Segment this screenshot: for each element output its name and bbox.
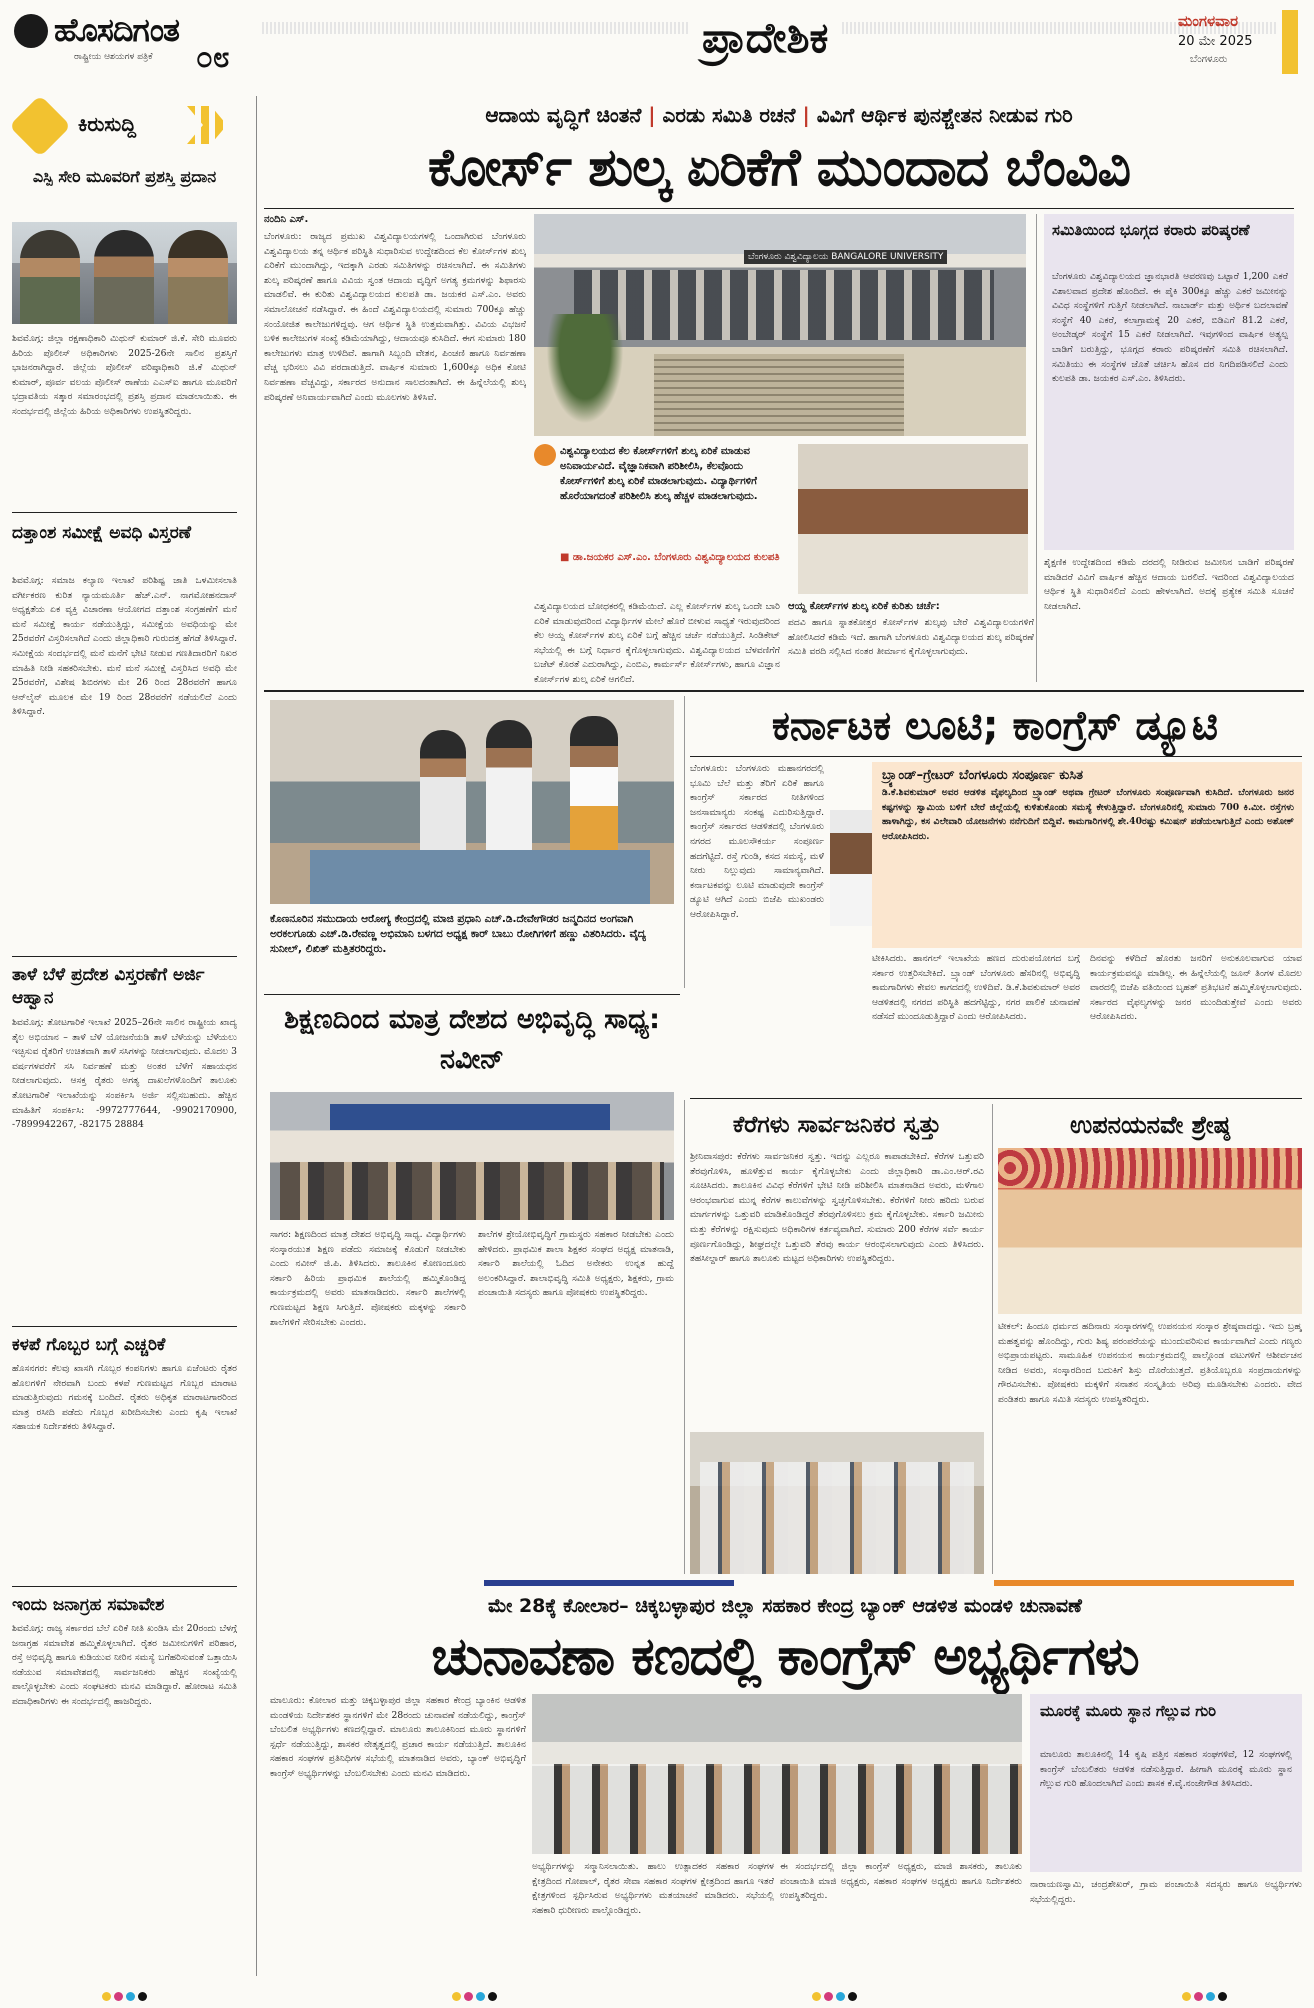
audience — [280, 1162, 664, 1220]
brand-bengaluru-title: ಬ್ರ್ಯಾಂಡ್–ಗ್ರೇಟರ್ ಬೆಂಗಳೂರು ಸಂಪೂರ್ಣ ಕುಸಿತ — [882, 768, 1084, 783]
land-lease-title: ಸಮಿತಿಯಿಂದ ಭೂಗ್ಗದ ಕರಾರು ಪರಿಷ್ಕರಣೆ — [1052, 221, 1250, 239]
registration-marks-1 — [102, 1992, 147, 2001]
naveen-body: ಸಾಗರ: ಶಿಕ್ಷಣದಿಂದ ಮಾತ್ರ ದೇಶದ ಅಭಿವೃದ್ಧಿ ಸಾಧ್ಯ. ವಿದ್ಯಾರ್ಥಿಗಳು ಸಂಸ್ಕಾರಯುತ ಶಿಕ್ಷಣ ಪಡೆದು ಸಮಾಜಕ್ಕೆ ಕೊಡುಗೆ ನೀಡಬೇಕು ಎಂದು ನವೀನ್ ಜಿ.ಪಿ. ತಿಳಿಸಿದರು. ತಾಲೂಕಿನ ಕೋಣಂದೂರು ಸರ್ಕಾರಿ ಹಿರಿಯ ಪ್ರಾಥಮಿಕ ಶಾಲೆಯಲ್ಲಿ ಹಮ್ಮಿಕೊಂಡಿದ್ದ ಕಾರ್ಯಕ್ರಮದಲ್ಲಿ ಅವರು ಮಾತನಾಡಿದರು. ಸರ್ಕಾರಿ ಶಾಲೆಗಳಲ್ಲಿ ಗುಣಮಟ್ಟದ ಶಿಕ್ಷಣ ಸಿಗುತ್ತಿದೆ. ಪೋಷಕರು ಮಕ್ಕಳನ್ನು ಸರ್ಕಾರಿ ಶಾಲೆಗಳಿಗೆ ಸೇರಿಸಬೇಕು ಎಂದರು. — [270, 1229, 466, 1328]
weekday: ಮಂಗಳವಾರ — [1178, 12, 1239, 30]
brief-5-title: ಇಂದು ಜನಾಗ್ರಹ ಸಮಾವೇಶ — [12, 1595, 165, 1615]
brief-4-title: ಕಳಪೆ ಗೊಬ್ಬರ ಬಗ್ಗೆ ಎಚ್ಚರಿಕೆ — [12, 1335, 166, 1355]
upanayana-body: ಟೀಕಲ್: ಹಿಂದೂ ಧರ್ಮದ ಹದಿನಾರು ಸಂಸ್ಕಾರಗಳಲ್ಲಿ ಉಪನಯನ ಸಂಸ್ಕಾರ ಶ್ರೇಷ್ಠವಾದದ್ದು. ಇದು ಬ್ರಹ್ಮ ಮಹತ್ವವನ್ನು ಹೊಂದಿದ್ದು, ಗುರು ಶಿಷ್ಯ ಪರಂಪರೆಯನ್ನು ಮುಂದುವರಿಸುವ ಕಾರ್ಯವಾಗಿದೆ ಎಂದು ಗಣ್ಯರು ಅಭಿಪ್ರಾಯಪಟ್ಟರು. ಸಾಮೂಹಿಕ ಉಪನಯನ ಕಾರ್ಯಕ್ರಮದಲ್ಲಿ ಪಾಲ್ಗೊಂಡ ವಟುಗಳಿಗೆ ಆಶೀರ್ವಚನ ನೀಡಿದ ಅವರು, ಸಂಸ್ಕಾರದಿಂದ ಬದುಕಿಗೆ ಶಿಸ್ತು ದೊರೆಯುತ್ತದೆ. ಪ್ರತಿಯೊಬ್ಬರೂ ಸಂಪ್ರದಾಯಗಳನ್ನು ಗೌರವಿಸಬೇಕು. ಪೋಷಕರು ಮಕ್ಕಳಿಗೆ ಸನಾತನ ಸಂಸ್ಕೃತಿಯ ಅರಿವು ಮೂಡಿಸಬೇಕು ಎಂದರು. ವೇದ ಪಂಡಿತರು ಹಾಗೂ ಸಮಿತಿ ಸದಸ್ಯರು ಉಪಸ್ಥಿತರಿದ್ದರು. — [998, 1321, 1302, 1405]
logo-text: ಹೊಸದಿಗಂತ — [54, 11, 179, 49]
brief-3-body: ಶಿವಮೊಗ್ಗ: ತೋಟಗಾರಿಕೆ ಇಲಾಖೆ 2025–26ನೇ ಸಾಲಿನ ರಾಷ್ಟ್ರೀಯ ಖಾದ್ಯ ತೈಲ ಅಭಿಯಾನ – ತಾಳೆ ಬೆಳೆ ಯೋಜನೆಯಡಿ ತಾಳೆ ಬೆಳೆಯನ್ನು ಬೆಳೆಯಲು ಇಚ್ಛಿಸುವ ರೈತರಿಗೆ ಉಚಿತವಾಗಿ ತಾಳೆ ಸಸಿಗಳನ್ನು ನೀಡಲಾಗುವುದು. ಮೊದಲ 3 ವರ್ಷಗಳವರೆಗೆ ಸಸಿ ನಿರ್ವಹಣೆ ಮತ್ತು ಅಂತರ ಬೆಳೆಗೆ ಸಹಾಯಧನ ನೀಡಲಾಗುವುದು. ಆಸಕ್ತ ರೈತರು ಅಗತ್ಯ ದಾಖಲೆಗಳೊಂದಿಗೆ ತಾಲೂಕು ತೋಟಗಾರಿಕೆ ಇಲಾಖೆಯನ್ನು ಸಂಪರ್ಕಿಸಿ ಅರ್ಜಿ ಸಲ್ಲಿಸಬಹುದು. ಹೆಚ್ಚಿನ ಮಾಹಿತಿಗೆ ಸಂಪರ್ಕಿಸಿ: -9972777644, -9902170900, -7899942267, -82175 28884 — [12, 1017, 237, 1131]
registration-marks-4 — [1182, 1992, 1227, 2001]
naveen-body-2: ಶಾಲೆಗಳ ಶ್ರೇಯೋಭಿವೃದ್ಧಿಗೆ ಗ್ರಾಮಸ್ಥರು ಸಹಕಾರ ನೀಡಬೇಕು ಎಂದು ಹೇಳಿದರು. ಪ್ರಾಥಮಿಕ ಶಾಲಾ ಶಿಕ್ಷಕರ ಸಂಘದ ಅಧ್ಯಕ್ಷ ಮಾತನಾಡಿ, ಸರ್ಕಾರಿ ಶಾಲೆಯಲ್ಲಿ ಓದಿದ ಅನೇಕರು ಉನ್ನತ ಹುದ್ದೆ ಅಲಂಕರಿಸಿದ್ದಾರೆ. ಶಾಲಾಭಿವೃದ್ಧಿ ಸಮಿತಿ ಅಧ್ಯಕ್ಷರು, ಶಿಕ್ಷಕರು, ಗ್ರಾಮ ಪಂಚಾಯಿತಿ ಸದಸ್ಯರು ಹಾಗೂ ಪೋಷಕರು ಉಪಸ್ಥಿತರಿದ್ದರು. — [478, 1229, 674, 1299]
brief-1-photo — [12, 222, 237, 324]
lead-side-title: ಆಯ್ದ ಕೋರ್ಸ್‌ಗಳ ಶುಲ್ಕ ಏರಿಕೆ ಕುರಿತು ಚರ್ಚೆ: — [788, 601, 940, 612]
person-2 — [486, 720, 532, 860]
masthead — [0, 0, 1314, 92]
bottom-body: ಮಾಲೂರು: ಕೋಲಾರ ಮತ್ತು ಚಿಕ್ಕಬಳ್ಳಾಪುರ ಜಿಲ್ಲಾ ಸಹಕಾರ ಕೇಂದ್ರ ಬ್ಯಾಂಕಿನ ಆಡಳಿತ ಮಂಡಳಿಯ ನಿರ್ದೇಶಕರ ಸ್ಥಾನಗಳಿಗೆ ಮೇ 28ರಂದು ಚುನಾವಣೆ ನಡೆಯಲಿದ್ದು, ಕಾಂಗ್ರೆಸ್ ಬೆಂಬಲಿತ ಅಭ್ಯರ್ಥಿಗಳು ಕಣದಲ್ಲಿದ್ದಾರೆ. ಮಾಲೂರು ತಾಲೂಕಿನಿಂದ ಮೂರು ಸ್ಥಾನಗಳಿಗೆ ಸ್ಪರ್ಧೆ ನಡೆಯುತ್ತಿದ್ದು, ಶಾಸಕರ ನೇತೃತ್ವದಲ್ಲಿ ಪ್ರಚಾರ ಕಾರ್ಯ ನಡೆಯುತ್ತಿದೆ. ತಾಲೂಕಿನ ಸಹಕಾರ ಸಂಘಗಳ ಪ್ರತಿನಿಧಿಗಳ ಸಭೆಯಲ್ಲಿ ಮಾತನಾಡಿದ ಅವರು, ಬ್ಯಾಂಕ್ ಅಭಿವೃದ್ಧಿಗೆ ಕಾಂಗ್ರೆಸ್ ಅಭ್ಯರ್ಥಿಗಳನ್ನು ಬೆಂಬಲಿಸಬೇಕು ಎಂದು ಮನವಿ ಮಾಡಿದರು. — [270, 1695, 526, 1779]
stairs — [654, 354, 904, 436]
brief-2-body: ಶಿವಮೊಗ್ಗ: ಸಮಾಜ ಕಲ್ಯಾಣ ಇಲಾಖೆ ಪರಿಶಿಷ್ಟ ಜಾತಿ ಒಳಮೀಸಲಾತಿ ವರ್ಗೀಕರಣ ಕುರಿತ ನ್ಯಾಯಮೂರ್ತಿ ಹೆಚ್.ಎನ್. ನಾಗಮೋಹನದಾಸ್ ಅಧ್ಯಕ್ಷತೆಯ ಏಕ ವ್ಯಕ್ತಿ ವಿಚಾರಣಾ ಆಯೋಗದ ದತ್ತಾಂಶ ಸಂಗ್ರಹಣೆಗೆ ಮನೆ ಮನೆ ಸಮೀಕ್ಷೆ ಕಾರ್ಯ ನಡೆಯುತ್ತಿದ್ದು, ಸಮೀಕ್ಷೆಯ ಅವಧಿಯನ್ನು ಮೇ 25ರವರೆಗೆ ವಿಸ್ತರಿಸಲಾಗಿದೆ ಎಂದು ಜಿಲ್ಲಾಧಿಕಾರಿ ಗುರುದತ್ತ ಹೆಗಡೆ ತಿಳಿಸಿದ್ದಾರೆ. ಸಮೀಕ್ಷೆಯ ಸಂದರ್ಭದಲ್ಲಿ ಮನೆ ಮನೆಗೆ ಭೇಟಿ ನೀಡುವ ಗಣತಿದಾರರಿಗೆ ನಿಖರ ಮಾಹಿತಿ ನೀಡಿ ಸಹಕರಿಸಬೇಕು. ಮನೆ ಮನೆ ಸಮೀಕ್ಷೆ ವಿಸ್ತರಿಸಿದ ಅವಧಿ ಮೇ 25ರವರೆಗೆ, ವಿಶೇಷ ಶಿಬಿರಗಳು ಮೇ 26 ರಿಂದ 28ರವರೆಗೆ ಹಾಗೂ ಆನ್‌ಲೈನ್ ಮೂಲಕ ಮೇ 19 ರಿಂದ 28ರವರೆಗೆ ನಡೆಯಲಿದೆ ಎಂದು ತಿಳಿಸಿದ್ದಾರೆ. — [12, 575, 237, 718]
registration-marks-3 — [812, 1992, 857, 2001]
officer-portrait-1 — [20, 230, 80, 324]
hand-icon — [9, 95, 71, 157]
officer-portrait-2 — [94, 230, 154, 324]
officials-group — [700, 1462, 974, 1574]
lead-byline: ನಂದಿನಿ ಎಸ್. — [264, 214, 309, 225]
three-seats-title: ಮೂರಕ್ಕೆ ಮೂರು ಸ್ಥಾನ ಗೆಲ್ಲುವ ಗುರಿ — [1040, 1702, 1217, 1720]
officer-portrait-3 — [168, 230, 228, 324]
bottom-body-3: ಈ ಸಂದರ್ಭದಲ್ಲಿ ಜಿಲ್ಲಾ ಕಾಂಗ್ರೆಸ್ ಅಧ್ಯಕ್ಷರು, ಮಾಜಿ ಶಾಸಕರು, ತಾಲೂಕು ಪಂಚಾಯಿತಿ ಮಾಜಿ ಅಧ್ಯಕ್ಷರು, ಸಹಕಾರ ಸಂಘಗಳ ಅಧ್ಯಕ್ಷರು ಹಾಗೂ ನಿರ್ದೇಶಕರು ಉಪಸ್ಥಿತರಿದ್ದರು. — [780, 1861, 1022, 1902]
university-sign: ಬೆಂಗಳೂರು ವಿಶ್ವವಿದ್ಯಾಲಯ BANGALORE UNIVERSITY — [744, 250, 947, 264]
karnataka-body-2: ಟೀಕಿಸಿದರು. ಹಾನಗಲ್ ಇಲಾಖೆಯ ಹಣದ ದುರುಪಯೋಗದ ಬಗ್ಗೆ ಸರ್ಕಾರ ಉತ್ತರಿಸಬೇಕಿದೆ. ಬ್ರ್ಯಾಂಡ್ ಬೆಂಗಳೂರು ಹೆಸರಿನಲ್ಲಿ ಅಭಿವೃದ್ಧಿ ಕಾಮಗಾರಿಗಳು ಕೇವಲ ಕಾಗದದಲ್ಲಿ ಉಳಿದಿವೆ. ಡಿ.ಕೆ.ಶಿವಕುಮಾರ್ ಅವರ ಆಡಳಿತದಲ್ಲಿ ನಗರದ ಪರಿಸ್ಥಿತಿ ಹದಗೆಟ್ಟಿದ್ದು, ನಗರ ಪಾಲಿಕೆ ಚುನಾವಣೆ ನಡೆಸದೆ ಮುಂದೂಡುತ್ತಿದ್ದಾರೆ ಎಂದು ಆರೋಪಿಸಿದರು. — [872, 953, 1080, 1023]
page-number: ೦೮ — [196, 40, 230, 75]
karnataka-body-3: ದಿನವನ್ನು ಕಳೆದಿದೆ ಹೊರತು ಜನರಿಗೆ ಅನುಕೂಲವಾಗುವ ಯಾವ ಕಾರ್ಯಕ್ರಮವನ್ನೂ ಮಾಡಿಲ್ಲ. ಈ ಹಿನ್ನೆಲೆಯಲ್ಲಿ ಜೂನ್ ತಿಂಗಳ ಮೊದಲ ವಾರದಲ್ಲಿ ಬಿಜೆಪಿ ವತಿಯಿಂದ ಬೃಹತ್ ಪ್ರತಿಭಟನೆ ಹಮ್ಮಿಕೊಳ್ಳಲಾಗುವುದು. ಸರ್ಕಾರದ ವೈಫಲ್ಯಗಳನ್ನು ಜನರ ಮುಂದಿಡುತ್ತೇವೆ ಎಂದು ಅವರು ಆರೋಪಿಸಿದರು. — [1090, 953, 1302, 1023]
hospital-photo — [270, 700, 674, 904]
building-windows — [574, 270, 994, 340]
karnataka-headline: ಕರ್ನಾಟಕ ಲೂಟಿ; ಕಾಂಗ್ರೆಸ್ ಡ್ಯೂಟಿ — [771, 703, 1219, 749]
chevron-right-icon — [187, 106, 227, 144]
palm-tree — [540, 314, 630, 436]
upanayana-headline: ಉಪನಯನವೇ ಶ್ರೇಷ್ಠ — [1070, 1111, 1230, 1139]
person-3 — [570, 716, 618, 866]
kicker-3: ವಿವಿಗೆ ಆರ್ಥಿಕ ಪುನಶ್ಚೇತನ ನೀಡುವ ಗುರಿ — [816, 103, 1073, 127]
meeting-crowd — [532, 1764, 1022, 1854]
brief-1-title: ಎಸ್ಪಿ ಸೇರಿ ಮೂವರಿಗೆ ಪ್ರಶಸ್ತಿ ಪ್ರದಾನ — [32, 167, 217, 186]
lead-side-body: ಪದವಿ ಹಾಗೂ ಸ್ನಾತಕೋತ್ತರ ಕೋರ್ಸ್‌ಗಳ ಶುಲ್ಕವು ಬೇರೆ ವಿಶ್ವವಿದ್ಯಾಲಯಗಳಿಗೆ ಹೋಲಿಸಿದರೆ ಕಡಿಮೆ ಇದೆ. ಹಾಗಾಗಿ ಬೆಂಗಳೂರು ವಿಶ್ವವಿದ್ಯಾಲಯದ ಶುಲ್ಕ ಪರಿಷ್ಕರಣೆ ಸಮಿತಿ ವರದಿ ಸಲ್ಲಿಸಿದ ನಂತರ ತೀರ್ಮಾನ ಕೈಗೊಳ್ಳಲಾಗುವುದು. — [788, 617, 1034, 658]
brief-2-title: ದತ್ತಾಂಶ ಸಮೀಕ್ಷೆ ಅವಧಿ ವಿಸ್ತರಣೆ — [12, 523, 192, 543]
three-seats-body: ಮಾಲೂರು ತಾಲೂಕಿನಲ್ಲಿ 14 ಕೃಷಿ ಪತ್ತಿನ ಸಹಕಾರ ಸಂಘಗಳಿವೆ, 12 ಸಂಘಗಳಲ್ಲಿ ಕಾಂಗ್ರೆಸ್ ಬೆಂಬಲಿತರು ಆಡಳಿತ ನಡೆಸುತ್ತಿದ್ದಾರೆ. ಹೀಗಾಗಿ ಮೂರಕ್ಕೆ ಮೂರು ಸ್ಥಾನ ಗೆಲ್ಲುವ ಗುರಿ ಹೊಂದಲಾಗಿದೆ ಎಂದು ಶಾಸಕ ಕೆ.ವೈ.ನಂಜೇಗೌಡ ತಿಳಿಸಿದರು. — [1040, 1749, 1292, 1790]
bottom-body-2: ಅಭ್ಯರ್ಥಿಗಳನ್ನು ಸನ್ಮಾನಿಸಲಾಯಿತು. ಹಾಲು ಉತ್ಪಾದಕರ ಸಹಕಾರ ಸಂಘಗಳ ಕ್ಷೇತ್ರದಿಂದ ಗೋಪಾಲ್, ರೈತರ ಸೇವಾ ಸಹಕಾರ ಸಂಘಗಳ ಕ್ಷೇತ್ರದಿಂದ ಹಾಗೂ ಇತರೆ ಕ್ಷೇತ್ರಗಳಿಂದ ಸ್ಪರ್ಧಿಸಿರುವ ಅಭ್ಯರ್ಥಿಗಳು ಮತಯಾಚನೆ ಮಾಡಿದರು. ಸಭೆಯಲ್ಲಿ ಸಹಕಾರಿ ಧುರೀಣರು ಪಾಲ್ಗೊಂಡಿದ್ದರು. — [532, 1861, 774, 1916]
kicker-1: ಆದಾಯ ವೃದ್ಧಿಗೆ ಚಿಂತನೆ — [485, 103, 642, 127]
person-1 — [420, 730, 466, 860]
upanayana-photo — [998, 1148, 1302, 1314]
brand-bengaluru-body: ಡಿ.ಕೆ.ಶಿವಕುಮಾರ್ ಅವರ ಆಡಳಿತ ವೈಫಲ್ಯದಿಂದ ಬ್ರ್ಯಾಂಡ್ ಅಥವಾ ಗ್ರೇಟರ್ ಬೆಂಗಳೂರು ಸಂಪೂರ್ಣವಾಗಿ ಕುಸಿದಿದೆ. ಬೆಂಗಳೂರು ಜನರ ಕಷ್ಟಗಳನ್ನು ಸ್ವಾಮಿಯ ಬಳಿಗೆ ಬೇರೆ ಜಿಲ್ಲೆಯಲ್ಲಿ ಕುಳಿತುಕೊಂಡು ಸಮಸ್ಯೆ ಕೇಳುತ್ತಿದ್ದಾರೆ. ಬೆಂಗಳೂರಿನಲ್ಲಿ ಸುಮಾರು 700 ಕಿ.ಮೀ. ರಸ್ತೆಗಳು ಹಾಳಾಗಿದ್ದು, ಕಸ ವಿಲೇವಾರಿ ಯೋಜನೆಗಳು ನನೆಗುದಿಗೆ ಬಿದ್ದಿವೆ. ಕಾಮಗಾರಿಗಳಲ್ಲಿ ಶೇ.40ರಷ್ಟು ಕಮಿಷನ್ ಪಡೆಯಲಾಗುತ್ತಿದೆ ಎಂದು ಅಶೋಕ್ ಆರೋಪಿಸಿದರು. — [882, 787, 1294, 842]
column-divider — [256, 96, 257, 1976]
lead-story — [264, 92, 1304, 686]
hospital-bed — [310, 850, 650, 904]
decor-flowers — [998, 1148, 1302, 1188]
date: 20 ಮೇ 2025 — [1178, 34, 1253, 49]
quote-box — [534, 444, 794, 594]
quote-attribution: ■ ಡಾ.ಜಯಕರ ಎಸ್.ಎಂ. ಬೆಂಗಳೂರು ವಿಶ್ವವಿದ್ಯಾಲಯದ ಕುಲಪತಿ — [560, 552, 780, 563]
three-seats-after: ನಾರಾಯಣಸ್ವಾಮಿ, ಚಂದ್ರಶೇಖರ್, ಗ್ರಾಮ ಪಂಚಾಯಿತಿ ಸದಸ್ಯರು ಹಾಗೂ ಅಭ್ಯರ್ಥಿಗಳು ಸಭೆಯಲ್ಲಿದ್ದರು. — [1030, 1879, 1302, 1905]
bar-orange — [994, 1580, 1294, 1586]
quote-mark-icon — [534, 444, 556, 466]
corner-tab — [1282, 10, 1298, 74]
university-photo — [534, 214, 1026, 436]
brief-1-body: ಶಿವಮೊಗ್ಗ: ಜಿಲ್ಲಾ ರಕ್ಷಣಾಧಿಕಾರಿ ಮಿಥುನ್ ಕುಮಾರ್ ಜಿ.ಕೆ. ಸೇರಿ ಮೂವರು ಹಿರಿಯ ಪೊಲೀಸ್ ಅಧಿಕಾರಿಗಳು 2025-26ನೇ ಸಾಲಿನ ಪ್ರಶಸ್ತಿಗೆ ಭಾಜನರಾಗಿದ್ದಾರೆ. ಜಿಲ್ಲೆಯ ಪೊಲೀಸ್ ವರಿಷ್ಠಾಧಿಕಾರಿ ಜಿ.ಕೆ ಮಿಥುನ್ ಕುಮಾರ್, ಪೂರ್ವ ವಲಯ ಪೊಲೀಸ್ ಠಾಣೆಯ ಎಎಸ್ಐ ಹಾಗೂ ಮೂವರಿಗೆ ಭದ್ರಾವತಿಯ ಸತ್ಕಾರ ಸಮಾರಂಭದಲ್ಲಿ ಪ್ರಶಸ್ತಿ ಪ್ರದಾನ ಮಾಡಲಾಯಿತು. ಈ ಸಂದರ್ಭದಲ್ಲಿ ಜಿಲ್ಲೆಯ ಹಿರಿಯ ಅಧಿಕಾರಿಗಳು ಉಪಸ್ಥಿತರಿದ್ದರು. — [12, 333, 237, 417]
kicker-2: ಎರಡು ಸಮಿತಿ ರಚನೆ — [662, 103, 796, 127]
brief-5-body: ಶಿವಮೊಗ್ಗ: ರಾಜ್ಯ ಸರ್ಕಾರದ ಬೆಲೆ ಏರಿಕೆ ನೀತಿ ಖಂಡಿಸಿ ಮೇ 20ರಂದು ಬೆಳಗ್ಗೆ ಜನಾಗ್ರಹ ಸಮಾವೇಶ ಹಮ್ಮಿಕೊಳ್ಳಲಾಗಿದೆ. ರೈತರ ಜಮೀನುಗಳಿಗೆ ಪರಿಹಾರ, ರಸ್ತೆ ಅಭಿವೃದ್ಧಿ ಹಾಗೂ ಕುಡಿಯುವ ನೀರಿನ ಸಮಸ್ಯೆ ಬಗೆಹರಿಸುವಂತೆ ಒತ್ತಾಯಿಸಿ ನಡೆಯುವ ಸಮಾವೇಶದಲ್ಲಿ ಸಾರ್ವಜನಿಕರು ಹೆಚ್ಚಿನ ಸಂಖ್ಯೆಯಲ್ಲಿ ಪಾಲ್ಗೊಳ್ಳಬೇಕು ಎಂದು ಸಂಘಟಕರು ಮನವಿ ಮಾಡಿದ್ದಾರೆ. ಹೋರಾಟ ಸಮಿತಿ ಪದಾಧಿಕಾರಿಗಳು ಈ ಸಂದರ್ಭದಲ್ಲಿ ಹಾಜರಿದ್ದರು. — [12, 1623, 237, 1707]
brief-banner — [12, 102, 237, 148]
quote-text: ವಿಶ್ವವಿದ್ಯಾಲಯದ ಕೆಲ ಕೋರ್ಸ್‌ಗಳಿಗೆ ಶುಲ್ಕ ಏರಿಕೆ ಮಾಡುವ ಅನಿವಾರ್ಯವಿದೆ. ವೈಜ್ಞಾನಿಕವಾಗಿ ಪರಿಶೀಲಿಸಿ, ಕೆಲವೊಂದು ಕೋರ್ಸ್‌ಗಳಿಗೆ ಶುಲ್ಕ ಏರಿಕೆ ಮಾಡಲಾಗುವುದು. ವಿದ್ಯಾರ್ಥಿಗಳಿಗೆ ಹೊರೆಯಾಗದಂತೆ ಪರಿಶೀಲಿಸಿ ಶುಲ್ಕ ಹೆಚ್ಚಳ ಮಾಡಲಾಗುವುದು. — [560, 446, 758, 502]
cooperative-meeting-photo — [532, 1694, 1022, 1854]
logo-tagline: ರಾಷ್ಟ್ರೀಯ ಆಶಯಗಳ ಪತ್ರಿಕೆ — [74, 52, 153, 62]
bar-blue — [484, 1580, 734, 1586]
hospital-caption: ಕೊಣನೂರಿನ ಸಮುದಾಯ ಆರೋಗ್ಯ ಕೇಂದ್ರದಲ್ಲಿ ಮಾಜಿ ಪ್ರಧಾನಿ ಎಚ್.ಡಿ.ದೇವೇಗೌಡರ ಜನ್ಮದಿನದ ಅಂಗವಾಗಿ ಅರಕಲಗೂಡು ಎಚ್.ಡಿ.ರೇವಣ್ಣ ಅಭಿಮಾನಿ ಬಳಗದ ಅಧ್ಯಕ್ಷ ಕಾರ್ ಬಾಬು ರೋಗಿಗಳಿಗೆ ಹಣ್ಣು ವಿತರಿಸಿದರು. ವೈದ್ಯ ಸುನೀಲ್, ಲಿಖಿತ್ ಮತ್ತಿತರರಿದ್ದರು. — [270, 913, 646, 955]
land-lease-after: ಶೈಕ್ಷಣಿಕ ಉದ್ದೇಶದಿಂದ ಕಡಿಮೆ ದರದಲ್ಲಿ ನೀಡಿರುವ ಜಮೀನಿನ ಬಾಡಿಗೆ ಪರಿಷ್ಕರಣೆ ಮಾಡಿದರೆ ವಿವಿಗೆ ವಾರ್ಷಿಕ ಹೆಚ್ಚಿನ ಆದಾಯ ಬರಲಿದೆ. ಇದರಿಂದ ವಿಶ್ವವಿದ್ಯಾಲಯದ ಆರ್ಥಿಕ ಸ್ಥಿತಿ ಸುಧಾರಿಸಲಿದೆ ಎಂದು ಹೇಳಲಾಗಿದೆ. ಅದಕ್ಕೆ ಪ್ರತ್ಯೇಕ ಸಮಿತಿ ಸೂಚನೆ ನೀಡಲಾಗಿದೆ. — [1044, 557, 1294, 612]
banner — [330, 1104, 610, 1130]
lead-body-2: ವಿಶ್ವವಿದ್ಯಾಲಯದ ಬೋಧಕರಲ್ಲಿ ಕಡಿಮೆಯಿದೆ. ಎಲ್ಲ ಕೋರ್ಸ್‌ಗಳ ಶುಲ್ಕ ಒಂದೇ ಬಾರಿ ಏರಿಕೆ ಮಾಡುವುದರಿಂದ ವಿದ್ಯಾರ್ಥಿಗಳ ಮೇಲೆ ಹೊರೆ ಬೀಳುವ ಸಾಧ್ಯತೆ ಇರುವುದರಿಂದ ಕೆಲ ಆಯ್ದ ಕೋರ್ಸ್‌ಗಳ ಶುಲ್ಕ ಏರಿಕೆ ಬಗ್ಗೆ ಹೆಚ್ಚಿನ ಚರ್ಚೆ ನಡೆಯುತ್ತಿದೆ. ಸಿಂಡಿಕೇಟ್ ಸಭೆಯಲ್ಲಿ ಈ ಬಗ್ಗೆ ನಿರ್ಧಾರ ಕೈಗೊಳ್ಳಲಾಗುವುದು. ವಿಶ್ವವಿದ್ಯಾಲಯದ ಬೆಳವಣಿಗೆಗೆ ಬಜೆಟ್ ಕೊರತೆ ಎದುರಾಗಿದ್ದು, ಎಂಬಿಎ, ಕಾರ್ಮರ್ಸ್ ಕೋರ್ಸ್‌ಗಳು, ಹಾಗೂ ವಿಜ್ಞಾನ ಕೋರ್ಸ್‌ಗಳ ಶುಲ್ಕ ಏರಿಕೆ ಆಗಲಿದೆ. — [534, 601, 780, 684]
lead-kickers: ಆದಾಯ ವೃದ್ಧಿಗೆ ಚಿಂತನೆ | ಎರಡು ಸಮಿತಿ ರಚನೆ | ವಿವಿಗೆ ಆರ್ಥಿಕ ಪುನಶ್ಚೇತನ ನೀಡುವ ಗುರಿ — [485, 103, 1073, 127]
bottom-color-bar — [264, 1580, 1304, 1586]
briefs-column — [12, 92, 250, 1992]
brief-4-body: ಹೊಸನಗರ: ಕೆಲವು ಖಾಸಗಿ ಗೊಬ್ಬರ ಕಂಪನಿಗಳು ಹಾಗೂ ಏಜೆಂಟರು ರೈತರ ಹೊಲಗಳಿಗೆ ನೇರವಾಗಿ ಬಂದು ಕಳಪೆ ಗುಣಮಟ್ಟದ ಗೊಬ್ಬರ ಮಾರಾಟ ಮಾಡುತ್ತಿರುವುದು ಗಮನಕ್ಕೆ ಬಂದಿದೆ. ರೈತರು ಅಧಿಕೃತ ಮಾರಾಟಗಾರರಿಂದ ಮಾತ್ರ ರಸೀದಿ ಪಡೆದು ಗೊಬ್ಬರ ಖರೀದಿಸಬೇಕು ಎಂದು ಕೃಷಿ ಇಲಾಖೆ ಸಹಾಯಕ ನಿರ್ದೇಶಕರು ತಿಳಿಸಿದ್ದಾರೆ. — [12, 1363, 237, 1433]
lead-body: ಬೆಂಗಳೂರು: ರಾಜ್ಯದ ಪ್ರಮುಖ ವಿಶ್ವವಿದ್ಯಾಲಯಗಳಲ್ಲಿ ಒಂದಾಗಿರುವ ಬೆಂಗಳೂರು ವಿಶ್ವವಿದ್ಯಾಲಯ ತನ್ನ ಆರ್ಥಿಕ ಪರಿಸ್ಥಿತಿ ಸುಧಾರಿಸುವ ಉದ್ದೇಶದಿಂದ ಕೆಲ ಕೋರ್ಸ್‌ಗಳ ಶುಲ್ಕ ಏರಿಕೆಗೆ ಮುಂದಾಗಿದ್ದು, ಇದಕ್ಕಾಗಿ ಎರಡು ಸಮಿತಿಗಳನ್ನು ರಚಿಸಲಾಗಿದೆ. ಈ ಸಮಿತಿಗಳು ಶುಲ್ಕ ಪರಿಷ್ಕರಣೆ ಹಾಗೂ ವಿವಿಯ ಸ್ವಂತ ಆದಾಯ ವೃದ್ಧಿಗೆ ಅಗತ್ಯ ಕ್ರಮಗಳನ್ನು ಶಿಫಾರಸು ಮಾಡಲಿವೆ. ಈ ಕುರಿತು ವಿಶ್ವವಿದ್ಯಾಲಯದ ಕುಲಪತಿ ಡಾ. ಜಯಕರ ಎಸ್.ಎಂ. ಅವರು ಸಮಾಲೋಚನೆ ನಡೆಸಿದ್ದಾರೆ. ಈ ಹಿಂದೆ ವಿಶ್ವವಿದ್ಯಾಲಯದಲ್ಲಿ ಸುಮಾರು 700ಕ್ಕೂ ಹೆಚ್ಚು ಸಂಯೋಜಿತ ಕಾಲೇಜುಗಳಿದ್ದವು. ಆಗ ಆರ್ಥಿಕ ಸ್ಥಿತಿ ಉತ್ತಮವಾಗಿತ್ತು. ವಿವಿಯ ವಿಭಜನೆ ಬಳಿಕ ಕಾಲೇಜುಗಳ ಸಂಖ್ಯೆ ಕಡಿಮೆಯಾಗಿದ್ದು, ಆದಾಯವೂ ಕುಸಿದಿದೆ. ಈಗ ಸುಮಾರು 180 ಕಾಲೇಜುಗಳು ಮಾತ್ರ ಉಳಿದಿವೆ. ಹಾಗಾಗಿ ಸಿಬ್ಬಂದಿ ವೇತನ, ಪಿಂಚಣಿ ಹಾಗೂ ನಿರ್ವಹಣಾ ವೆಚ್ಚ ಭರಿಸಲು ವಿವಿ ಪರದಾಡುತ್ತಿದೆ. ವಾರ್ಷಿಕ ಸುಮಾರು 1,600ಕ್ಕೂ ಅಧಿಕ ಕೋಟಿ ನಿರ್ವಹಣಾ ವೆಚ್ಚವಿದ್ದು, ಸರ್ಕಾರದ ಅನುದಾನ ಸಾಲದಂತಾಗಿದೆ. ಈ ಹಿನ್ನೆಲೆಯಲ್ಲಿ ಶುಲ್ಕ ಪರಿಷ್ಕರಣೆ ಅನಿವಾರ್ಯವಾಗಿದೆ ಎಂದು ಮೂಲಗಳು ತಿಳಿಸಿವೆ. — [264, 231, 526, 403]
brief-3-title: ತಾಳೆ ಬೆಳೆ ಪ್ರದೇಶ ವಿಸ್ತರಣೆಗೆ ಅರ್ಜಿ ಆಹ್ವಾನ — [12, 965, 205, 1008]
brief-banner-label: ಕಿರುಸುದ್ದಿ — [78, 112, 137, 136]
karnataka-body: ಬೆಂಗಳೂರು: ಬೆಂಗಳೂರು ಮಹಾನಗರದಲ್ಲಿ ಭೂಮಿ ಬೆಲೆ ಮತ್ತು ತೆರಿಗೆ ಏರಿಕೆ ಹಾಗೂ ಕಾಂಗ್ರೆಸ್ ಸರ್ಕಾರದ ನೀತಿಗಳಿಂದ ಜನಸಾಮಾನ್ಯರು ಸಂಕಷ್ಟ ಎದುರಿಸುತ್ತಿದ್ದಾರೆ. ಕಾಂಗ್ರೆಸ್ ಸರ್ಕಾರದ ಆಡಳಿತದಲ್ಲಿ ಬೆಂಗಳೂರು ನಗರದ ಮೂಲಸೌಕರ್ಯ ಸಂಪೂರ್ಣ ಹದಗೆಟ್ಟಿದೆ. ರಸ್ತೆ ಗುಂಡಿ, ಕಸದ ಸಮಸ್ಯೆ, ಮಳೆ ನೀರು ನಿಲ್ಲುವುದು ಸಾಮಾನ್ಯವಾಗಿದೆ. ಕರ್ನಾಟಕವನ್ನು ಲೂಟಿ ಮಾಡುವುದೇ ಕಾಂಗ್ರೆಸ್ ಡ್ಯೂಟಿ ಆಗಿದೆ ಎಂದು ಬಿಜೆಪಿ ಮುಖಂಡರು ಆರೋಪಿಸಿದ್ದಾರೆ. — [690, 763, 824, 920]
land-lease-body: ಬೆಂಗಳೂರು ವಿಶ್ವವಿದ್ಯಾಲಯದ ಜ್ಞಾನಭಾರತಿ ಆವರಣವು ಒಟ್ಟಾರೆ 1,200 ಎಕರೆ ವಿಶಾಲವಾದ ಪ್ರದೇಶ ಹೊಂದಿದೆ. ಈ ಪೈಕಿ 300ಕ್ಕೂ ಹೆಚ್ಚು ಎಕರೆ ಜಮೀನನ್ನು ವಿವಿಧ ಸಂಸ್ಥೆಗಳಿಗೆ ಗುತ್ತಿಗೆ ನೀಡಲಾಗಿದೆ. ನಾಬಾರ್ಡ್ ಮತ್ತು ಅರ್ಥಿಕ ಬದಲಾವಣೆ ಸಂಸ್ಥೆಗೆ 40 ಎಕರೆ, ಕಲಾಗ್ರಾಮಕ್ಕೆ 20 ಎಕರೆ, ಬಿಡಿಎಗೆ 81.2 ಎಕರೆ, ಅಂಬೇಡ್ಕರ್ ಸಂಸ್ಥೆಗೆ 15 ಎಕರೆ ನೀಡಲಾಗಿದೆ. ಇವುಗಳಿಂದ ವಾರ್ಷಿಕ ಅತ್ಯಲ್ಪ ಬಾಡಿಗೆ ಬರುತ್ತಿದ್ದು, ಭೂಗ್ಗದ ಕರಾರು ಪರಿಷ್ಕರಣೆಗೆ ಸಮಿತಿ ರಚಿಸಲಾಗಿದೆ. ಸಮಿತಿಯು ಈ ಸಂಸ್ಥೆಗಳ ಜೊತೆ ಚರ್ಚಿಸಿ ಹೊಸ ದರ ನಿಗದಿಪಡಿಸಲಿದೆ ಎಂದು ಕುಲಪತಿ ಡಾ. ಜಯಕರ ಎಸ್.ಎಂ. ತಿಳಿಸಿದರು. — [1052, 271, 1288, 385]
school-event-photo — [270, 1092, 674, 1220]
bottom-headline: ಚುನಾವಣಾ ಕಣದಲ್ಲಿ ಕಾಂಗ್ರೆಸ್ ಅಭ್ಯರ್ಥಿಗಳು — [431, 1627, 1139, 1687]
registration-marks-2 — [452, 1992, 497, 2001]
lead-headline: ಕೋರ್ಸ್ ಶುಲ್ಕ ಏರಿಕೆಗೆ ಮುಂದಾದ ಬೆಂವಿವಿ — [427, 138, 1131, 198]
bottom-kicker: ಮೇ 28ಕ್ಕೆ ಕೋಲಾರ– ಚಿಕ್ಕಬಳ್ಳಾಪುರ ಜಿಲ್ಲಾ ಸಹಕಾರ ಕೇಂದ್ರ ಬ್ಯಾಂಕ್ ಆಡಳಿತ ಮಂಡಳಿ ಚುನಾವಣೆ — [488, 1595, 1082, 1617]
kere-body: ಶ್ರೀನಿವಾಸಪುರ: ಕೆರೆಗಳು ಸಾರ್ವಜನಿಕರ ಸ್ವತ್ತು. ಇದನ್ನು ಎಲ್ಲರೂ ಕಾಪಾಡಬೇಕಿದೆ. ಕೆರೆಗಳ ಒತ್ತುವರಿ ತೆರವುಗೊಳಿಸಿ, ಹೂಳೆತ್ತುವ ಕಾರ್ಯ ಕೈಗೊಳ್ಳಬೇಕು ಎಂದು ಜಿಲ್ಲಾಧಿಕಾರಿ ಡಾ.ಎಂ.ಆರ್.ರವಿ ಸೂಚಿಸಿದರು. ತಾಲೂಕಿನ ವಿವಿಧ ಕೆರೆಗಳಿಗೆ ಭೇಟಿ ನೀಡಿ ಪರಿಶೀಲಿಸಿ ಮಾತನಾಡಿದ ಅವರು, ಮಳೆಗಾಲ ಆರಂಭವಾಗುವ ಮುನ್ನ ಕೆರೆಗಳ ಕಾಲುವೆಗಳನ್ನು ಸ್ವಚ್ಛಗೊಳಿಸಬೇಕು. ಕೆರೆಗಳಿಗೆ ನೀರು ಹರಿದು ಬರುವ ಮಾರ್ಗಗಳನ್ನು ಒತ್ತುವರಿ ಮಾಡಿಕೊಂಡಿದ್ದರೆ ತೆರವುಗೊಳಿಸಲು ಕ್ರಮ ಕೈಗೊಳ್ಳಬೇಕು. ಸರ್ಕಾರಿ ಜಮೀನು ಮತ್ತು ಕೆರೆಗಳನ್ನು ರಕ್ಷಿಸುವುದು ಅಧಿಕಾರಿಗಳ ಕರ್ತವ್ಯವಾಗಿದೆ. ಸುಮಾರು 200 ಕೆರೆಗಳ ಸರ್ವೆ ಕಾರ್ಯ ಪೂರ್ಣಗೊಂಡಿದ್ದು, ಶೀಘ್ರದಲ್ಲೇ ಒತ್ತುವರಿ ತೆರವು ಕಾರ್ಯ ಆರಂಭಿಸಲಾಗುವುದು ಎಂದು ತಿಳಿಸಿದರು. ತಹಸೀಲ್ದಾರ್ ಹಾಗೂ ತಾಲೂಕು ಮಟ್ಟದ ಅಧಿಕಾರಿಗಳು ಉಪಸ್ಥಿತರಿದ್ದರು. — [690, 1151, 984, 1265]
kere-headline: ಕೆರೆಗಳು ಸಾರ್ವಜನಿಕರ ಸ್ವತ್ತು — [732, 1112, 942, 1138]
lake-inspection-photo — [690, 1432, 984, 1574]
section-title: ಪ್ರಾದೇಶಿಕ — [690, 10, 840, 66]
naveen-headline: ಶಿಕ್ಷಣದಿಂದ ಮಾತ್ರ ದೇಶದ ಅಭಿವೃದ್ಧಿ ಸಾಧ್ಯ: ನವೀನ್ — [284, 1004, 660, 1075]
logo-emblem-icon — [14, 14, 48, 48]
city: ಬೆಂಗಳೂರು — [1190, 54, 1228, 65]
vice-chancellor-portrait — [798, 444, 1028, 594]
